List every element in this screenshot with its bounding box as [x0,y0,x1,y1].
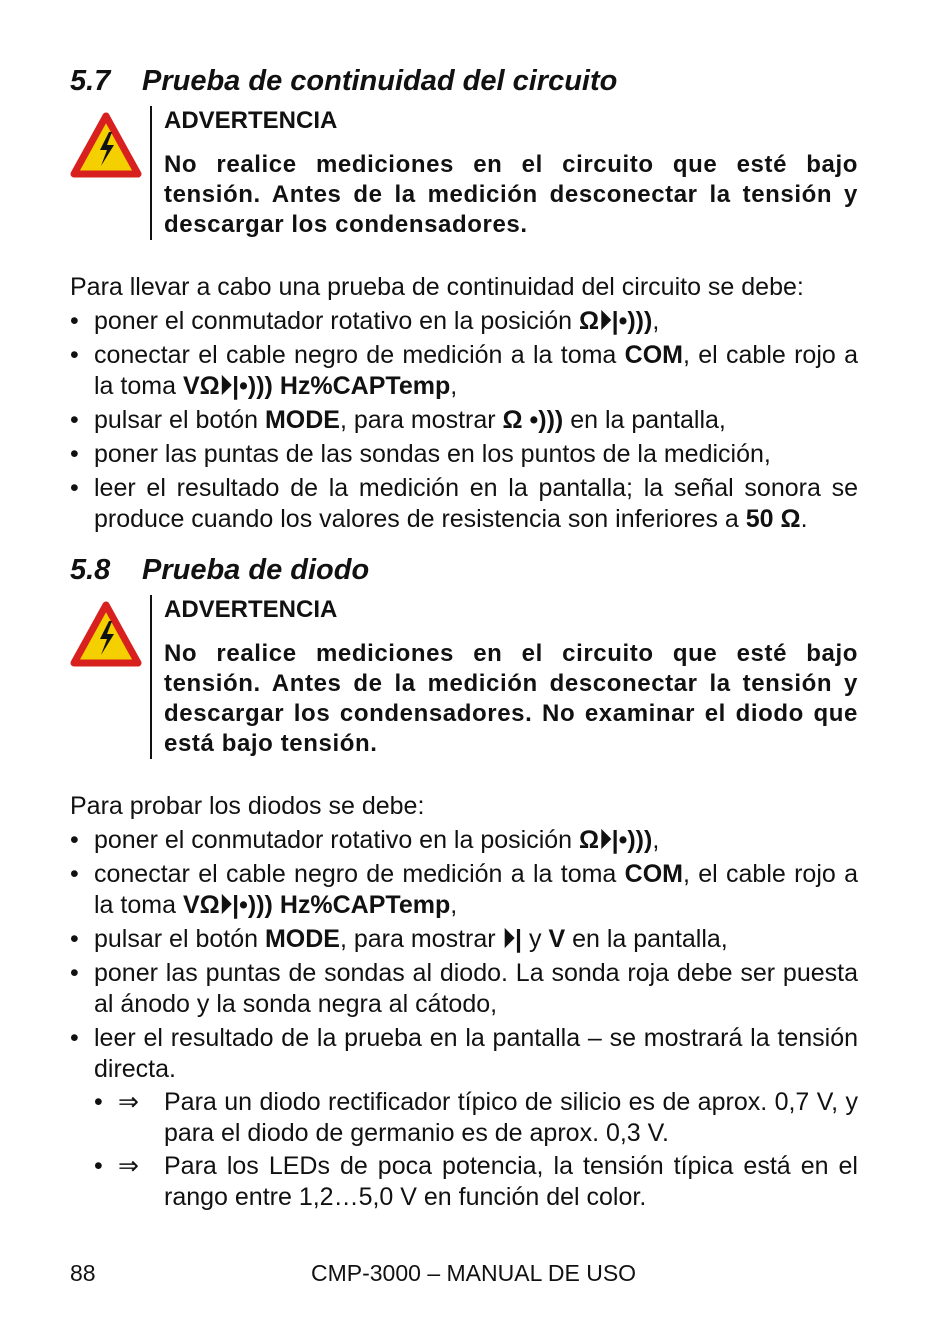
continuity-symbol: Ω⏵|•))) [579,307,653,335]
continuity-symbol: Ω⏵|•))) [579,826,653,854]
warning-title: ADVERTENCIA [164,596,338,623]
warning-box [70,595,858,759]
intro-text: Para probar los diodos se debe: [70,792,425,820]
section-heading-5-7: 5.7 Prueba de continuidad del circuito [70,65,618,97]
sub-list-item: • ⇒ Para los LEDs de poca potencia, la tensión típica está en el rango entre 1,2…5,0 V en función del color. [94,1151,858,1213]
diode-symbol: ⏵| [502,925,523,953]
high-voltage-warning-icon [70,595,150,759]
socket-symbol: VΩ⏵|•))) [182,372,273,400]
list-item: • conectar el cable negro de medición a la toma COM, el cable rojo a la toma VΩ⏵|•))) Hz%CAPTemp, [70,859,858,921]
arrow-icon: • ⇒ [118,1152,139,1180]
intro-text: Para llevar a cabo una prueba de continuidad del circuito se debe: [70,273,804,301]
list-item: • poner el conmutador rotativo en la posición Ω⏵|•))), [70,825,858,856]
buzzer-symbol: Ω •))) [502,406,564,434]
section-heading-5-8: 5.8 Prueba de diodo [70,554,370,586]
page-content [70,60,858,1213]
warning-text: No realice mediciones en el circuito que esté bajo tensión. Antes de la medición desconectar la tensión y descargar los condensadores. No examinar el diodo que está bajo tensión. [164,640,858,757]
list-item: • leer el resultado de la medición en la pantalla; la señal sonora se produce cuando los valores de resistencia son inferiores a 50 Ω. [70,473,858,535]
steps-list [70,306,858,535]
arrow-icon: • ⇒ [118,1088,139,1116]
sub-list [94,1087,858,1213]
list-item: • poner las puntas de sondas al diodo. La sonda roja debe ser puesta al ánodo y la sonda negra al cátodo, [70,958,858,1020]
sub-list-item: • ⇒ Para un diodo rectificador típico de silicio es de aprox. 0,7 V, y para el diodo de germanio es de aprox. 0,3 V. [94,1087,858,1149]
warning-box [70,106,858,240]
steps-list [70,825,858,1213]
list-item: • pulsar el botón MODE, para mostrar ⏵| y V en la pantalla, [70,924,858,955]
high-voltage-warning-icon [70,106,150,240]
warning-text: No realice mediciones en el circuito que esté bajo tensión. Antes de la medición desconectar la tensión y descargar los condensadores. [164,151,858,238]
list-item: • leer el resultado de la prueba en la pantalla – se mostrará la tensión directa. • ⇒ Para un diodo rectificador típico de silicio es de aprox. 0,7 V, y para el diodo de germanio es de aprox. 0,3 V. • ⇒ Para los LEDs de poca potencia, la tensión típica está en el rango entre 1,2…5,0 V en función del color. [70,1023,858,1213]
page-number: 88 [70,1260,96,1286]
footer-title: CMP-3000 – MANUAL DE USO [311,1260,637,1286]
list-item: • pulsar el botón MODE, para mostrar Ω •))) en la pantalla, [70,405,858,436]
list-item: • conectar el cable negro de medición a la toma COM, el cable rojo a la toma VΩ⏵|•))) Hz%CAPTemp, [70,340,858,402]
socket-symbol: VΩ⏵|•))) [182,891,273,919]
warning-title: ADVERTENCIA [164,107,338,134]
list-item: • poner las puntas de las sondas en los puntos de la medición, [70,439,858,470]
list-item: • poner el conmutador rotativo en la posición Ω⏵|•))), [70,306,858,337]
